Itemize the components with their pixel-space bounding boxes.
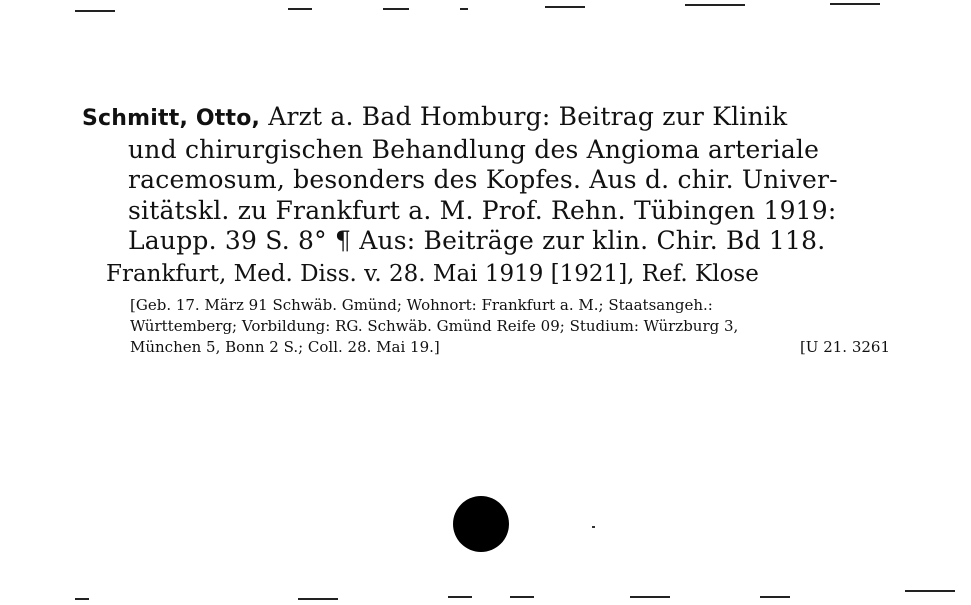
- scan-artifact: [545, 6, 585, 8]
- scan-artifact: [830, 3, 880, 5]
- scan-artifact: [630, 596, 670, 598]
- scan-artifact: [75, 10, 115, 12]
- entry-line-5: Laupp. 39 S. 8° ¶ Aus: Beiträge zur klin. Chir. Bd 118.: [128, 226, 826, 255]
- entry-line-3: racemosum, besonders des Kopfes. Aus d. chir. Univer-: [128, 165, 838, 194]
- author-name: Schmitt, Otto,: [82, 106, 261, 131]
- scan-artifact: [685, 4, 745, 6]
- scan-artifact: [905, 590, 955, 592]
- entry-line-1: [82, 102, 902, 135]
- biographical-note: [82, 295, 902, 358]
- call-number: [U 21. 3261: [799, 337, 890, 356]
- bio-line-2: Württemberg; Vorbildung: RG. Schwäb. Gmünd Reife 09; Studium: Würzburg 3,: [130, 316, 739, 335]
- punch-hole: [453, 496, 509, 552]
- scan-speck: [592, 526, 595, 528]
- scan-artifact: [75, 598, 89, 600]
- scan-artifact: [760, 596, 790, 598]
- bio-line-3-row: [130, 337, 890, 358]
- bibliographic-entry: [82, 102, 902, 358]
- title-start: Arzt a. Bad Homburg: Beitrag zur Klinik: [268, 102, 788, 131]
- entry-line-2: und chirurgischen Behandlung des Angioma arteriale: [128, 134, 820, 164]
- scan-artifact: [383, 8, 409, 10]
- scan-artifact: [460, 8, 468, 10]
- scan-artifact: [448, 596, 472, 598]
- scan-artifact: [288, 8, 312, 10]
- scan-artifact: [510, 596, 534, 598]
- entry-line-4: sitätskl. zu Frankfurt a. M. Prof. Rehn. Tübingen 1919:: [128, 195, 837, 225]
- bio-line-1: [Geb. 17. März 91 Schwäb. Gmünd; Wohnort: Frankfurt a. M.; Staatsangeh.:: [130, 295, 713, 314]
- scan-artifact: [298, 598, 338, 600]
- dissertation-line: Frankfurt, Med. Diss. v. 28. Mai 1919 [1921], Ref. Klose: [106, 260, 759, 287]
- bio-line-3: München 5, Bonn 2 S.; Coll. 28. Mai 19.]: [130, 337, 440, 356]
